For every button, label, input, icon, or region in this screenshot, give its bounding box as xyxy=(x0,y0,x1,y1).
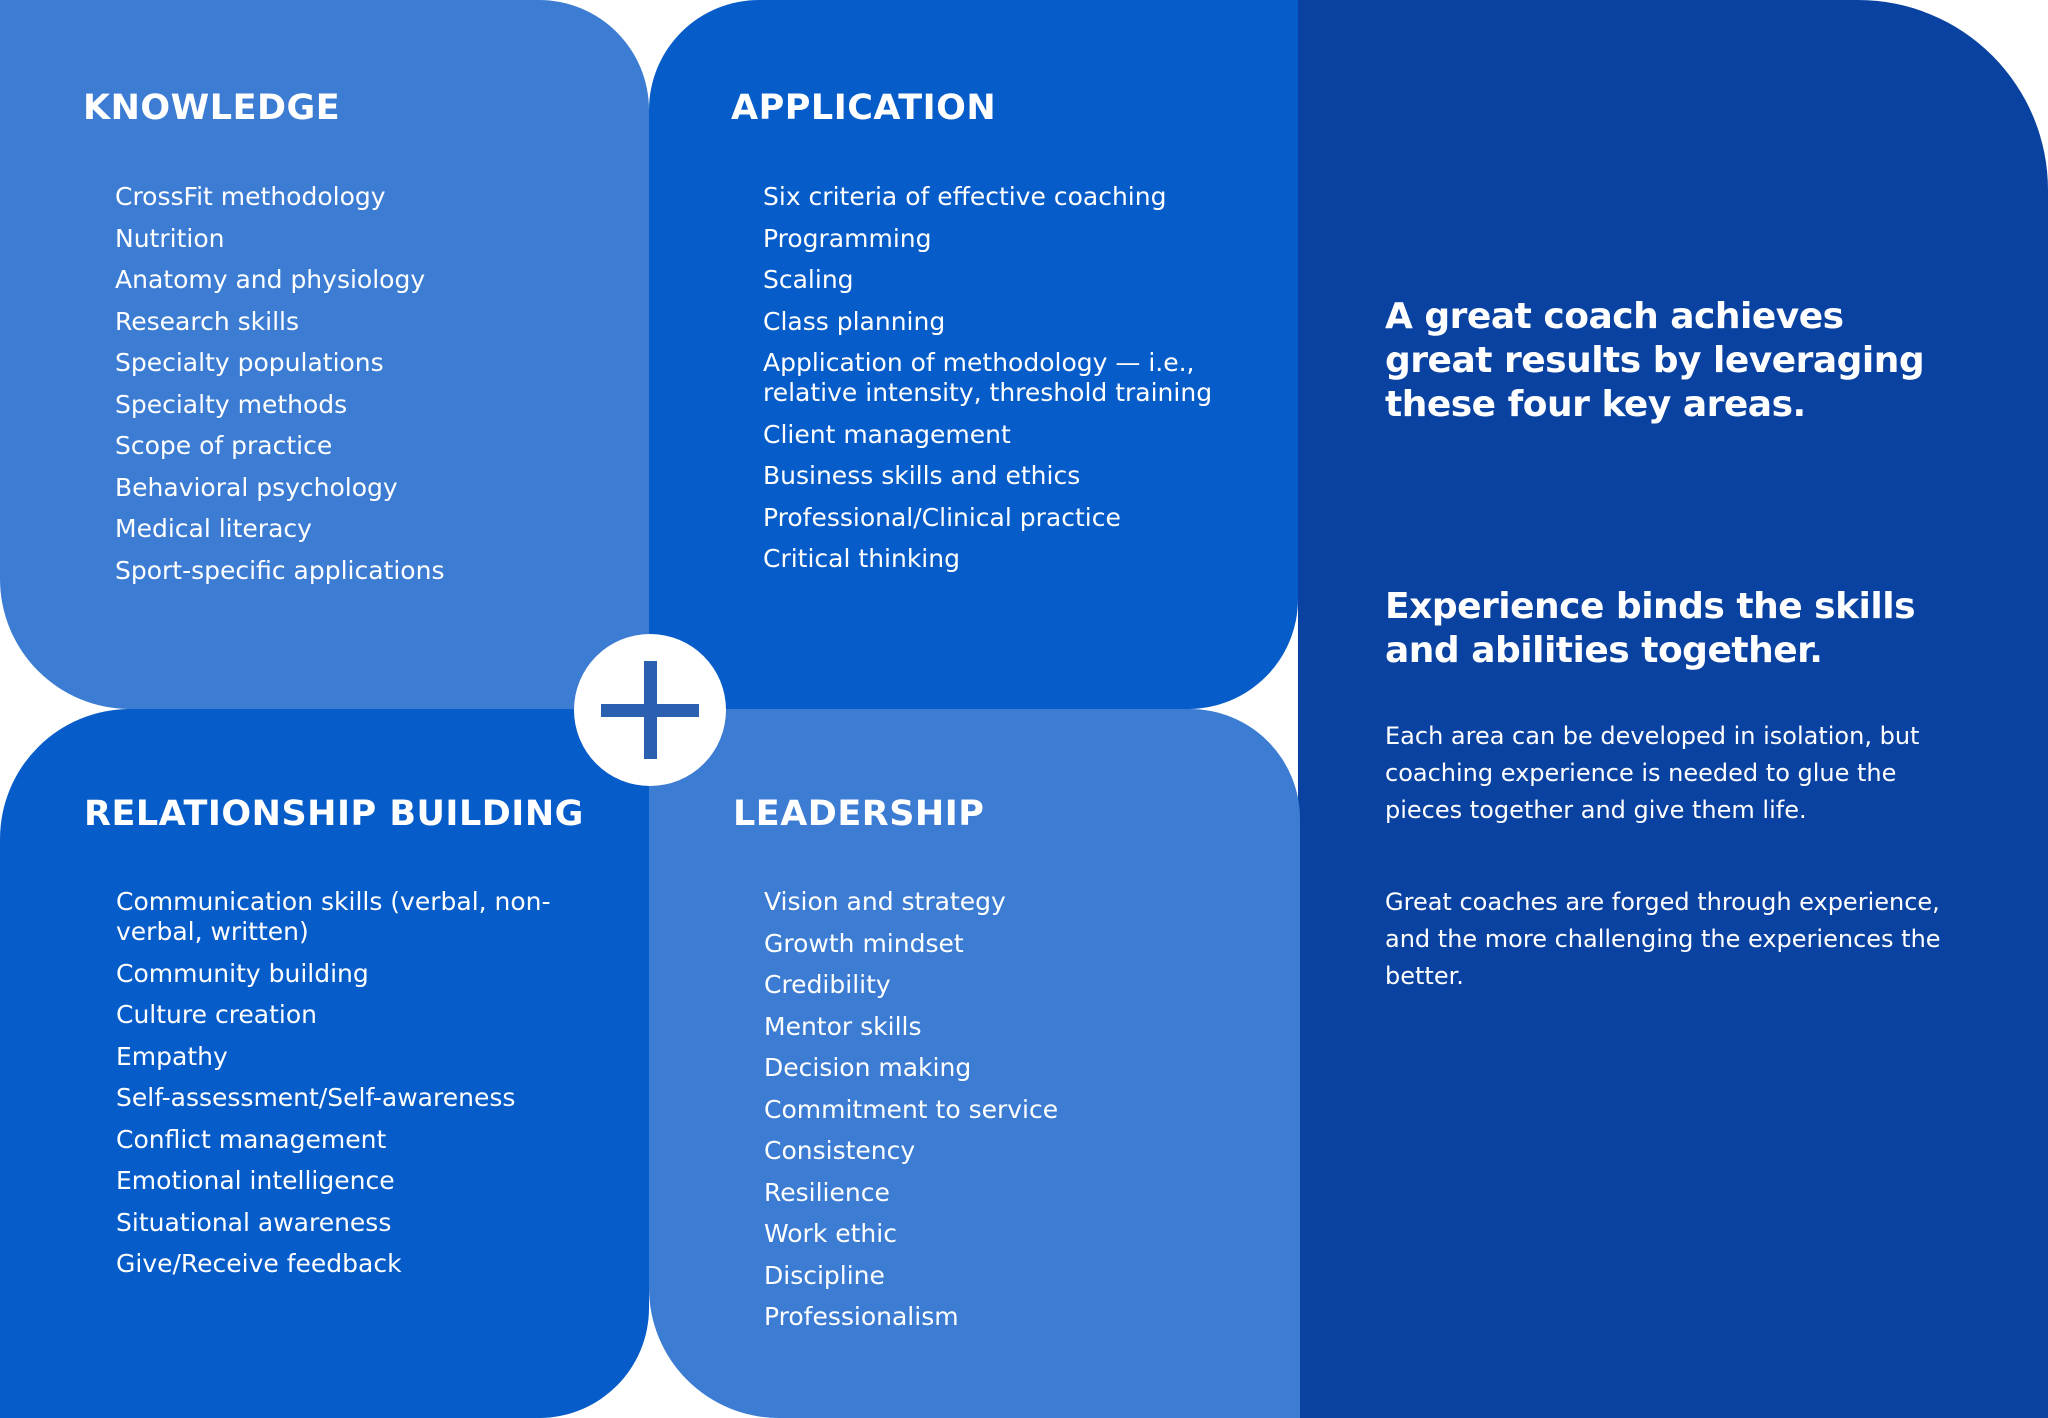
plus-connector xyxy=(574,634,726,786)
list-item: Community building xyxy=(116,958,369,988)
list-item: Scope of practice xyxy=(115,431,333,460)
list-item: Client management xyxy=(763,419,1011,449)
list-item: Medical literacy xyxy=(115,514,312,543)
knowledge-title: KNOWLEDGE xyxy=(83,88,341,128)
relationship-building-title: RELATIONSHIP BUILDING xyxy=(84,794,584,834)
list-item: Discipline xyxy=(764,1260,885,1290)
application-title: APPLICATION xyxy=(731,88,997,128)
list-item: Programming xyxy=(763,223,932,253)
list-item: Research skills xyxy=(115,306,299,336)
list-item: Vision and strategy xyxy=(764,887,1006,916)
list-item: Decision making xyxy=(764,1053,972,1082)
list-item: Culture creation xyxy=(116,1000,318,1029)
list-item: Emotional intelligence xyxy=(116,1166,395,1195)
list-item: Growth mindset xyxy=(764,928,964,958)
summary-heading-key-areas: A great coach achieves great results by leveraging these four key areas. xyxy=(1385,296,1925,425)
list-item: Class planning xyxy=(763,306,946,336)
plus-icon-vertical-bar xyxy=(644,661,657,759)
list-item: Six criteria of effective coaching xyxy=(763,182,1167,211)
list-item: Professional/Clinical practice xyxy=(763,502,1121,532)
relationship-building-list xyxy=(116,887,556,1291)
summary-paragraph-isolation: Each area can be developed in isolation, but coaching experience is needed to glue the pieces together and give them life. xyxy=(1385,722,1920,824)
list-item: Anatomy and physiology xyxy=(115,265,426,294)
summary-heading-experience: Experience binds the skills and abilities together. xyxy=(1385,586,1915,671)
plus-icon xyxy=(574,634,726,786)
list-item: CrossFit methodology xyxy=(115,182,386,211)
list-item: Specialty methods xyxy=(115,389,348,419)
list-item: Scaling xyxy=(763,265,854,294)
list-item: Specialty populations xyxy=(115,348,384,377)
list-item: Nutrition xyxy=(115,223,225,253)
list-item: Work ethic xyxy=(764,1219,897,1248)
list-item: Professionalism xyxy=(764,1302,959,1331)
list-item: Business skills and ethics xyxy=(763,461,1081,490)
list-item: Application of methodology — i.e., relative intensity, threshold training xyxy=(763,348,1213,407)
knowledge-list xyxy=(115,182,555,597)
relationship-building-quadrant xyxy=(0,709,649,1418)
list-item: Self-assessment/Self-awareness xyxy=(116,1083,516,1112)
list-item: Critical thinking xyxy=(763,544,960,573)
application-list xyxy=(763,182,1233,586)
list-item: Empathy xyxy=(116,1041,228,1071)
application-quadrant xyxy=(649,0,1298,709)
list-item: Situational awareness xyxy=(116,1207,392,1237)
list-item: Mentor skills xyxy=(764,1011,922,1041)
list-item: Give/Receive feedback xyxy=(116,1249,402,1278)
leadership-list xyxy=(764,887,1234,1344)
knowledge-quadrant xyxy=(0,0,649,709)
list-item: Resilience xyxy=(764,1177,890,1207)
summary-paragraph-forged: Great coaches are forged through experience, and the more challenging the experiences the better. xyxy=(1385,888,1941,990)
list-item: Sport-specific applications xyxy=(115,555,445,585)
leadership-title: LEADERSHIP xyxy=(733,794,985,834)
list-item: Commitment to service xyxy=(764,1094,1059,1124)
list-item: Conflict management xyxy=(116,1124,387,1154)
list-item: Communication skills (verbal, non-verbal, written) xyxy=(116,887,551,946)
list-item: Credibility xyxy=(764,970,891,999)
list-item: Consistency xyxy=(764,1136,916,1165)
list-item: Behavioral psychology xyxy=(115,472,398,502)
summary-panel xyxy=(1298,0,2048,1418)
leadership-quadrant xyxy=(649,709,1300,1418)
